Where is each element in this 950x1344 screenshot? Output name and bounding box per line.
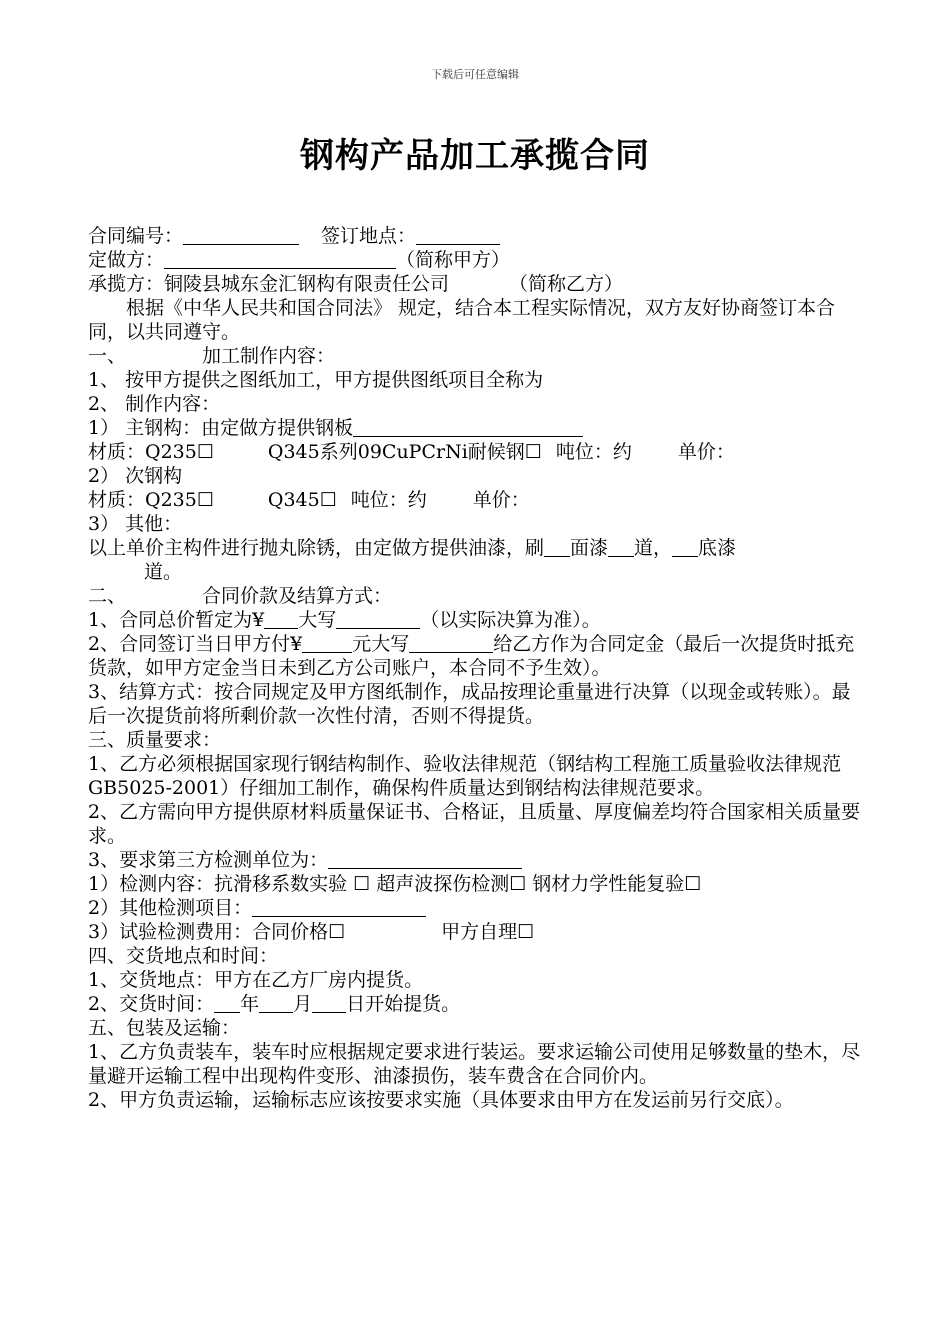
section-1-title: 加工制作内容： <box>202 345 336 367</box>
paint-line-1 <box>88 536 863 560</box>
topcoat-count-blank <box>608 536 634 557</box>
inspection-fee-line <box>88 920 863 944</box>
other-line: 3） 其他： <box>88 513 183 535</box>
sub-price-label: 单价： <box>472 489 530 511</box>
section-1-item-2: 2、 制作内容： <box>88 393 221 415</box>
section-3-heading: 三、质量要求： <box>88 729 222 751</box>
main-steel-line <box>88 416 863 440</box>
contract-body <box>88 224 863 1112</box>
deposit-text: 给乙方作为合同定金（最后一次提货时抵充货款，如甲方定金当日未到乙方公司账户，本合同不予生效）。 <box>88 633 855 679</box>
party-a-label: 定做方： <box>88 249 165 271</box>
deposit-label: 2、合同签订当日甲方付¥ <box>88 633 303 655</box>
inspection-unit-line <box>88 848 863 872</box>
total-price-line <box>88 608 863 632</box>
deposit-words-blank <box>409 632 493 653</box>
party-b-suffix: （简称乙方） <box>509 273 624 295</box>
paint-line-2: 道。 <box>144 561 183 583</box>
sub-material-q235: 材质：Q235☐ <box>88 489 214 511</box>
sign-place-label: 签订地点： <box>321 225 417 247</box>
day-blank <box>312 992 346 1013</box>
deposit-blank <box>302 632 352 653</box>
document-title: 钢构产品加工承揽合同 <box>300 136 650 176</box>
contract-number-line <box>88 224 863 248</box>
fee-contract-option: 3）试验检测费用：合同价格☐ <box>88 921 346 943</box>
other-inspection-blank <box>252 896 426 917</box>
party-a-suffix: （简称甲方） <box>396 249 511 271</box>
party-b-line <box>88 272 863 296</box>
main-price-label: 单价： <box>677 441 735 463</box>
secondary-steel-material-line <box>88 488 863 512</box>
deposit-paragraph <box>88 632 863 680</box>
packing-item-1: 1、乙方负责装车，装车时应根据规定要求进行装运。要求运输公司使用足够数量的垫木，尽量避开运输工程中出现构件变形、油漆损伤，装车费含在合同价内。 <box>88 1041 861 1087</box>
total-price-words-blank <box>336 608 420 629</box>
month-label: 月 <box>293 993 313 1015</box>
delivery-time-line <box>88 992 863 1016</box>
delivery-place-line: 1、交货地点：甲方在乙方厂房内提货。 <box>88 969 424 991</box>
section-1-number: 一、 <box>88 345 127 367</box>
secondary-steel-line: 2） 次钢构 <box>88 465 183 487</box>
day-label: 日开始提货。 <box>346 993 461 1015</box>
month-blank <box>259 992 293 1013</box>
sub-material-q345: Q345☐ <box>267 489 337 511</box>
section-4-heading: 四、交货地点和时间： <box>88 945 279 967</box>
main-material-q345: Q345系列09CuPCrNi耐候钢☐ <box>267 441 542 463</box>
main-material-q235: 材质：Q235☐ <box>88 441 214 463</box>
section-1-heading <box>88 344 863 368</box>
main-steel-label: 1） 主钢构：由定做方提供钢板 <box>88 417 354 439</box>
section-5-heading: 五、包装及运输： <box>88 1017 241 1039</box>
party-a-line <box>88 248 863 272</box>
party-a-blank <box>164 248 396 269</box>
paint-text-2: 面漆 <box>570 537 609 559</box>
inspection-unit-label: 3、要求第三方检测单位为： <box>88 849 329 871</box>
paint-text-1: 以上单价主构件进行抛丸除锈，由定做方提供油漆，刷 <box>88 537 545 559</box>
other-inspection-label: 2）其他检测项目： <box>88 897 253 919</box>
section-1-item-1: 1、 按甲方提供之图纸加工，甲方提供图纸项目全称为 <box>88 369 544 391</box>
contract-number-label: 合同编号： <box>88 225 184 247</box>
total-price-note: （以实际决算为准）。 <box>420 609 601 631</box>
fee-self-option: 甲方自理☐ <box>441 921 535 943</box>
packing-item-2: 2、甲方负责运输，运输标志应该按要求实施（具体要求由甲方在发运前另行交底）。 <box>88 1089 794 1111</box>
main-steel-material-line <box>88 440 863 464</box>
sign-place-blank <box>416 224 500 245</box>
primer-blank <box>672 536 698 557</box>
total-price-words-label: 大写 <box>298 609 337 631</box>
section-2-title: 合同价款及结算方式： <box>202 585 393 607</box>
inspection-content-line: 1）检测内容：抗滑移系数实验 ☐ 超声波探伤检测☐ 钢材力学性能复验☐ <box>88 873 702 895</box>
delivery-time-label: 2、交货时间： <box>88 993 215 1015</box>
other-inspection-line <box>88 896 863 920</box>
year-blank <box>214 992 240 1013</box>
paint-text-4: 底漆 <box>698 537 737 559</box>
intro-paragraph: 根据《中华人民共和国合同法》 规定，结合本工程实际情况，双方友好协商签订本合同，以共同遵守。 <box>88 297 836 343</box>
inspection-unit-blank <box>328 848 522 869</box>
quality-item-2: 2、乙方需向甲方提供原材料质量保证书、合格证，且质量、厚度偏差均符合国家相关质量要求。 <box>88 801 861 847</box>
quality-item-1: 1、乙方必须根据国家现行钢结构制作、验收法律规范（钢结构工程施工质量验收法律规范GB5025-2001）仔细加工制作，确保构件质量达到钢结构法律规范要求。 <box>88 753 842 799</box>
sub-tonnage-label: 吨位：约 <box>350 489 427 511</box>
total-price-blank <box>264 608 298 629</box>
section-2-number: 二、 <box>88 585 127 607</box>
section-2-heading <box>88 584 863 608</box>
deposit-words-label: 元大写 <box>352 633 410 655</box>
party-b-label: 承揽方：铜陵县城东金汇钢构有限责任公司 <box>88 273 450 295</box>
paint-text-3: 道， <box>634 537 673 559</box>
year-label: 年 <box>240 993 260 1015</box>
contract-number-blank <box>183 224 299 245</box>
main-steel-blank <box>353 416 583 437</box>
topcoat-color-blank <box>544 536 570 557</box>
total-price-label: 1、合同总价暂定为¥ <box>88 609 265 631</box>
main-tonnage-label: 吨位：约 <box>555 441 632 463</box>
page-header: 下载后可任意编辑 <box>431 68 519 81</box>
settlement-paragraph: 3、结算方式：按合同规定及甲方图纸制作，成品按理论重量进行决算（以现金或转账）。最后一次提货前将所剩价款一次性付清，否则不得提货。 <box>88 681 851 727</box>
